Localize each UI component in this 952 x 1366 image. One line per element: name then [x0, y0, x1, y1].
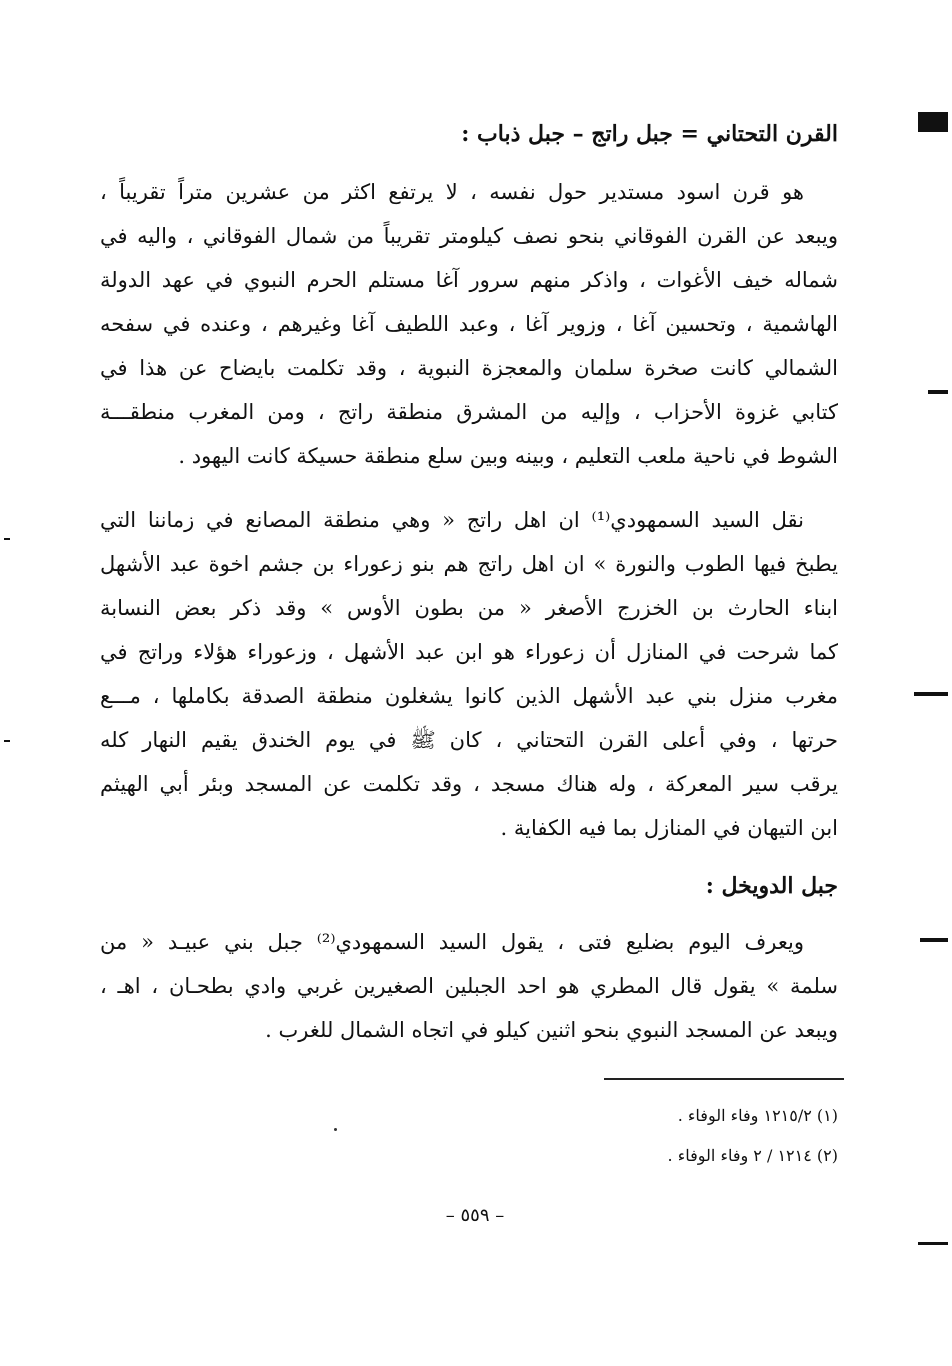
scan-edge-mark — [918, 112, 948, 132]
paragraph-lower-horn — [100, 170, 838, 478]
scan-edge-mark — [928, 390, 948, 394]
paragraph-line: كما شرحت في المنازل أن زعوراء هو ابن عبد الأشهل ، وزعوراء هؤلاء وراتج في — [100, 640, 838, 664]
scan-edge-mark — [914, 692, 948, 696]
paragraph-line: هو قرن اسود مستدير حول نفسه ، لا يرتفع اكثر من عشرين متراً تقريباً ، — [100, 180, 804, 204]
scan-edge-mark — [4, 740, 10, 742]
paragraph-line: الشوط في ناحية ملعب التعليم ، وبينه وبين سلع منطقة حسيكة كانت اليهود . — [178, 444, 838, 468]
paragraph-line: مغرب منزل بني عبد الأشهل الذين كانوا يشغلون منطقة الصدقة بكاملها ، مـــع — [100, 684, 838, 708]
paragraph-line: كتابي غزوة الأحزاب ، وإليه من المشرق منطقة راتج ، ومن المغرب منطقـــة — [100, 400, 838, 424]
paragraph-line: شماله خيف الأغوات ، واذكر منهم سرور آغا مستلم الحرم النبوي في عهد الدولة — [100, 268, 838, 292]
section-heading-duwaykhil: جبل الدويخل : — [705, 873, 838, 899]
footnote-2: (٢) ١٢١٤ / ٢ وفاء الوفاء . — [667, 1146, 838, 1165]
scan-edge-mark — [920, 938, 948, 942]
paragraph-line: ويبعد عن المسجد النبوي بنحو اثنين كيلو في اتجاه الشمال للغرب . — [265, 1018, 838, 1042]
scan-edge-mark — [4, 538, 10, 540]
paragraph-ratij — [100, 498, 838, 850]
paragraph-line: ابناء الحارث بن الخزرج الأصغر « من بطون الأوس » وقد ذكر بعض النسابة — [100, 596, 838, 620]
page-number: – ٥٥٩ – — [445, 1205, 505, 1226]
paragraph-line: يطبخ فيها الطوب والنورة » ان اهل راتج هم بنو زعوراء بن جشم اخوة عبد الأشهل — [100, 552, 838, 576]
paragraph-line: ابن التيهان في المنازل بما فيه الكفاية . — [500, 816, 838, 840]
footnote-divider — [604, 1078, 844, 1080]
section-heading-lower-horn: القرن التحتاني = جبل راتج – جبل ذباب : — [461, 121, 838, 147]
paragraph-line: ويعرف اليوم بضليع فتى ، يقول السيد السمهودي⁽²⁾ جبل بني عبيـد « من — [100, 930, 805, 954]
paragraph-line: حرتها ، وفي أعلى القرن التحتاني ، كان ﷺ في يوم الخندق يقيم النهار كله — [100, 728, 838, 752]
paragraph-line: سلمة » يقول قال المطري هو احد الجبلين الصغيرين غربي وادي بطحـان ، اهـ ، — [100, 974, 838, 998]
paragraph-line: نقل السيد السمهودي⁽¹⁾ ان اهل راتج « وهي منطقة المصانع في زماننا التي — [100, 508, 804, 532]
paragraph-line: ويبعد عن القرن الفوقاني بنحو نصف كيلومتر تقريباً من شمال الفوقاني ، واليه في — [100, 224, 838, 248]
paragraph-line: الهاشمية ، وتحسين آغا ، وزوير آغا ، وعبد اللطيف آغا وغيرهم ، وعنده في سفحه — [100, 312, 838, 336]
scan-speck — [334, 1128, 337, 1131]
paragraph-duwaykhil — [100, 920, 838, 1052]
footnote-1: (١) ١٢١٥/٢ وفاء الوفاء . — [677, 1106, 838, 1125]
paragraph-line: الشمالي كانت صخرة سلمان والمعجزة النبوية ، وقد تكلمت بايضاح عن هذا في — [100, 356, 838, 380]
scan-edge-mark — [918, 1242, 948, 1245]
paragraph-line: يرقب سير المعركة ، وله هناك مسجد ، وقد تكلمت عن المسجد وبئر أبي الهيثم — [100, 772, 838, 796]
